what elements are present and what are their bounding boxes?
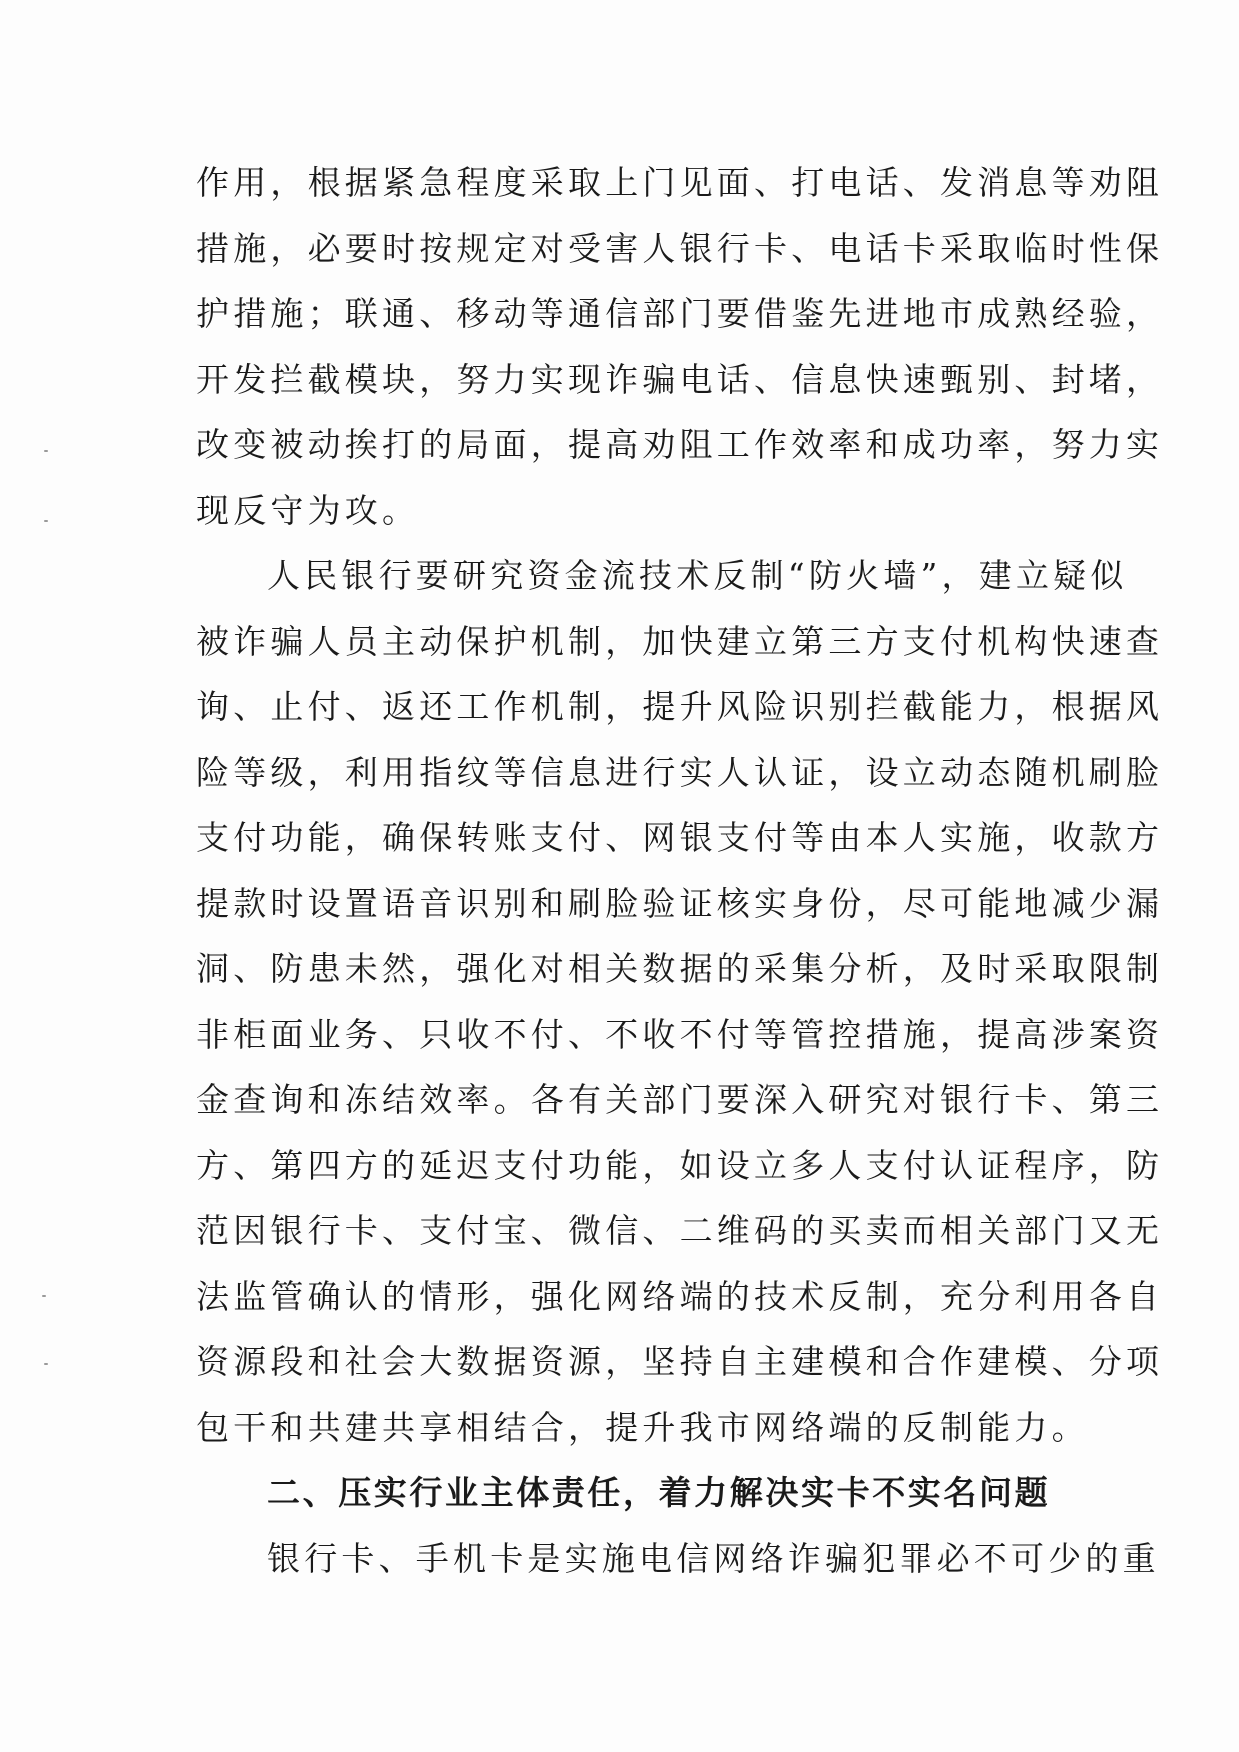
paragraph-line: 人民银行要研究资金流技术反制“防火墙”，建立疑似 (267, 556, 1128, 595)
paragraph-line: 措施，必要时按规定对受害人银行卡、电话卡采取临时性保 (196, 228, 1164, 268)
paragraph-line: 开发拦截模块，努力实现诈骗电话、信息快速甄别、封堵， (196, 359, 1164, 399)
scan-speck (44, 450, 48, 452)
scan-speck (42, 1295, 46, 1297)
scan-speck (44, 1363, 48, 1365)
paragraph-line: 法监管确认的情形，强化网络端的技术反制，充分利用各自 (196, 1276, 1164, 1316)
paragraph-line: 作用，根据紧急程度采取上门见面、打电话、发消息等劝阻 (196, 163, 1164, 202)
paragraph-line: 方、第四方的延迟支付功能，如设立多人支付认证程序，防 (196, 1145, 1164, 1185)
paragraph-line: 询、止付、返还工作机制，提升风险识别拦截能力，根据风 (196, 687, 1164, 726)
document-body (196, 150, 1164, 1591)
paragraph-line: 洞、防患未然，强化对相关数据的采集分析，及时采取限制 (196, 949, 1164, 988)
paragraph-line: 护措施；联通、移动等通信部门要借鉴先进地市成熟经验， (196, 294, 1164, 333)
scan-speck (44, 520, 48, 522)
paragraph-line: 改变被动挨打的局面，提高劝阻工作效率和成功率，努力实 (196, 425, 1164, 464)
paragraph-line: 金查询和冻结效率。各有关部门要深入研究对银行卡、第三 (196, 1080, 1164, 1119)
paragraph-line: 银行卡、手机卡是实施电信网络诈骗犯罪必不可少的重 (267, 1538, 1160, 1578)
paragraph-line: 包干和共建共享相结合，提升我市网络端的反制能力。 (196, 1407, 1089, 1447)
paragraph-line: 范因银行卡、支付宝、微信、二维码的买卖而相关部门又无 (196, 1211, 1164, 1250)
paragraph-line: 被诈骗人员主动保护机制，加快建立第三方支付机构快速查 (196, 621, 1164, 661)
paragraph-line: 提款时设置语音识别和刷脸验证核实身份，尽可能地减少漏 (196, 883, 1164, 923)
paragraph-line: 非柜面业务、只收不付、不收不付等管控措施，提高涉案资 (196, 1014, 1164, 1054)
paragraph-line: 支付功能，确保转账支付、网银支付等由本人实施，收款方 (196, 818, 1164, 857)
paragraph-line: 资源段和社会大数据资源，坚持自主建模和合作建模、分项 (196, 1342, 1164, 1381)
paragraph-line: 险等级，利用指纹等信息进行实人认证，设立动态随机刷脸 (196, 752, 1164, 792)
paragraph-line: 现反守为攻。 (196, 490, 420, 530)
section-heading: 二、压实行业主体责任，着力解决实卡不实名问题 (267, 1473, 1051, 1512)
